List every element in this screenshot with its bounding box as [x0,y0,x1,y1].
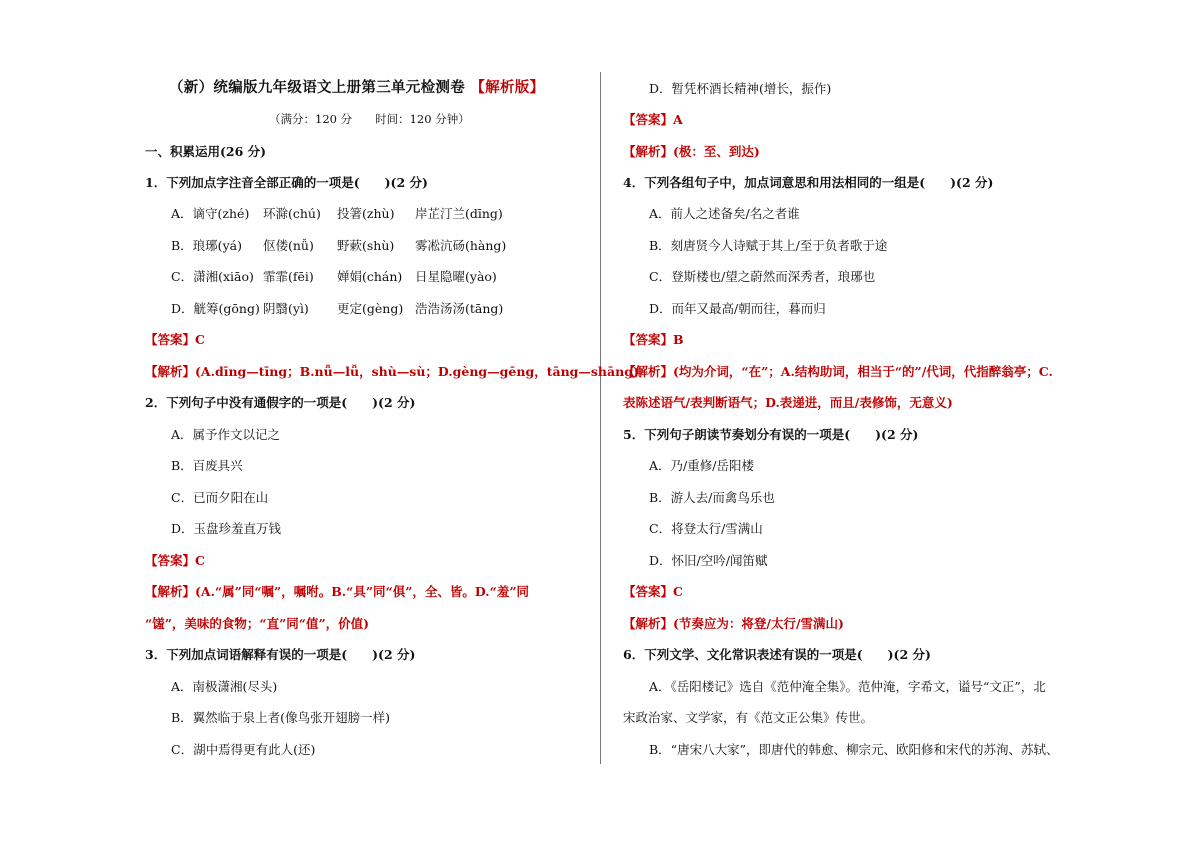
q6-option-a-line-2: 宋政治家、文学家，有《范文正公集》传世。 [623,710,874,725]
q2-analysis-line-1: 【解析】(A.“属”同“嘱”，嘱咐。B.“具”同“俱”，全、皆。D.“羞”同 [145,584,530,599]
q2-analysis-line-2: “馐”，美味的食物；“直”同“值”，价值) [145,616,370,631]
column-divider [600,72,601,764]
q5-option-c: C．将登太行/雪满山 [649,521,763,536]
q5-option-b: B．游人去/而禽鸟乐也 [649,490,775,505]
q4-option-a: A．前人之述备矣/名之者谁 [649,206,800,221]
question-6-stem: 6．下列文学、文化常识表述有误的一项是( )(2 分) [623,647,931,662]
q5-option-a: A．乃/重修/岳阳楼 [649,458,754,473]
q2-option-d: D．玉盘珍羞直万钱 [171,521,282,536]
q3-option-d: D．暂凭杯酒长精神(增长，振作) [649,81,832,96]
q3-option-c: C．湖中焉得更有此人(还) [171,742,316,757]
page-subtitle: （满分：120 分 时间：120 分钟） [269,112,470,126]
q1-analysis: 【解析】(A.dīng—tīng；B.nǚ—lǚ，shù—sù；D.gèng—gēng，tāng—shāng) [145,364,639,379]
question-3-stem: 3．下列加点词语解释有误的一项是( )(2 分) [145,647,416,662]
question-5-stem: 5．下列句子朗读节奏划分有误的一项是( )(2 分) [623,427,919,442]
question-4-stem: 4．下列各组句子中，加点词意思和用法相同的一组是( )(2 分) [623,175,994,190]
q4-option-b: B．刻唐贤今人诗赋于其上/至于负者歌于途 [649,238,888,253]
q2-option-b: B．百废具兴 [171,458,243,473]
q1-option-a: A．谪守(zhé) 环滁(chú) 投箸(zhù) 岸芷汀兰(dīng) [171,206,503,221]
q3-answer: 【答案】A [623,112,683,127]
q2-option-c: C．已而夕阳在山 [171,490,269,505]
q4-answer: 【答案】B [623,332,684,347]
q4-option-c: C．登斯楼也/望之蔚然而深秀者，琅琊也 [649,269,876,284]
q4-option-d: D．而年又最高/朝而往，暮而归 [649,301,826,316]
q5-answer: 【答案】C [623,584,683,599]
q1-answer: 【答案】C [145,332,205,347]
q6-option-a-line-1: A．《岳阳楼记》选自《范仲淹全集》。范仲淹，字希文，谥号“文正”，北 [649,679,1046,694]
q5-analysis: 【解析】(节奏应为：将登/太行/雪满山) [623,616,844,631]
q2-answer: 【答案】C [145,553,205,568]
q1-option-c: C．潇湘(xiāo) 霏霏(fēi) 婵娟(chán) 日星隐曜(yào) [171,269,497,284]
q5-option-d: D．怀旧/空吟/闻笛赋 [649,553,768,568]
q3-analysis: 【解析】(极：至、到达) [623,144,760,159]
q3-option-b: B．翼然临于泉上者(像鸟张开翅膀一样) [171,710,390,725]
section-heading: 一、积累运用(26 分) [145,144,267,159]
q1-option-d: D．觥筹(gōng) 阴翳(yì) 更定(gèng) 浩浩汤汤(tāng) [171,301,504,316]
title-tag: 【解析版】 [470,79,545,96]
page-title: （新）统编版九年级语文上册第三单元检测卷 【解析版】 [169,79,545,96]
q2-option-a: A．属予作文以记之 [171,427,281,442]
question-2-stem: 2．下列句子中没有通假字的一项是( )(2 分) [145,395,416,410]
q1-option-b: B．琅琊(yá) 伛偻(nǚ) 野蔌(shù) 雾凇沆砀(hàng) [171,238,507,253]
q4-analysis-line-2: 表陈述语气/表判断语气；D.表递进，而且/表修饰，无意义) [623,395,953,410]
q3-option-a: A．南极潇湘(尽头) [171,679,278,694]
question-1-stem: 1．下列加点字注音全部正确的一项是( )(2 分) [145,175,428,190]
q4-analysis-line-1: 【解析】(均为介词，“在”；A.结构助词，相当于“的”/代词，代指醉翁亭；C. [623,364,1053,379]
q6-option-b-line-1: B．“唐宋八大家”，即唐代的韩愈、柳宗元、欧阳修和宋代的苏洵、苏轼、 [649,742,1059,757]
